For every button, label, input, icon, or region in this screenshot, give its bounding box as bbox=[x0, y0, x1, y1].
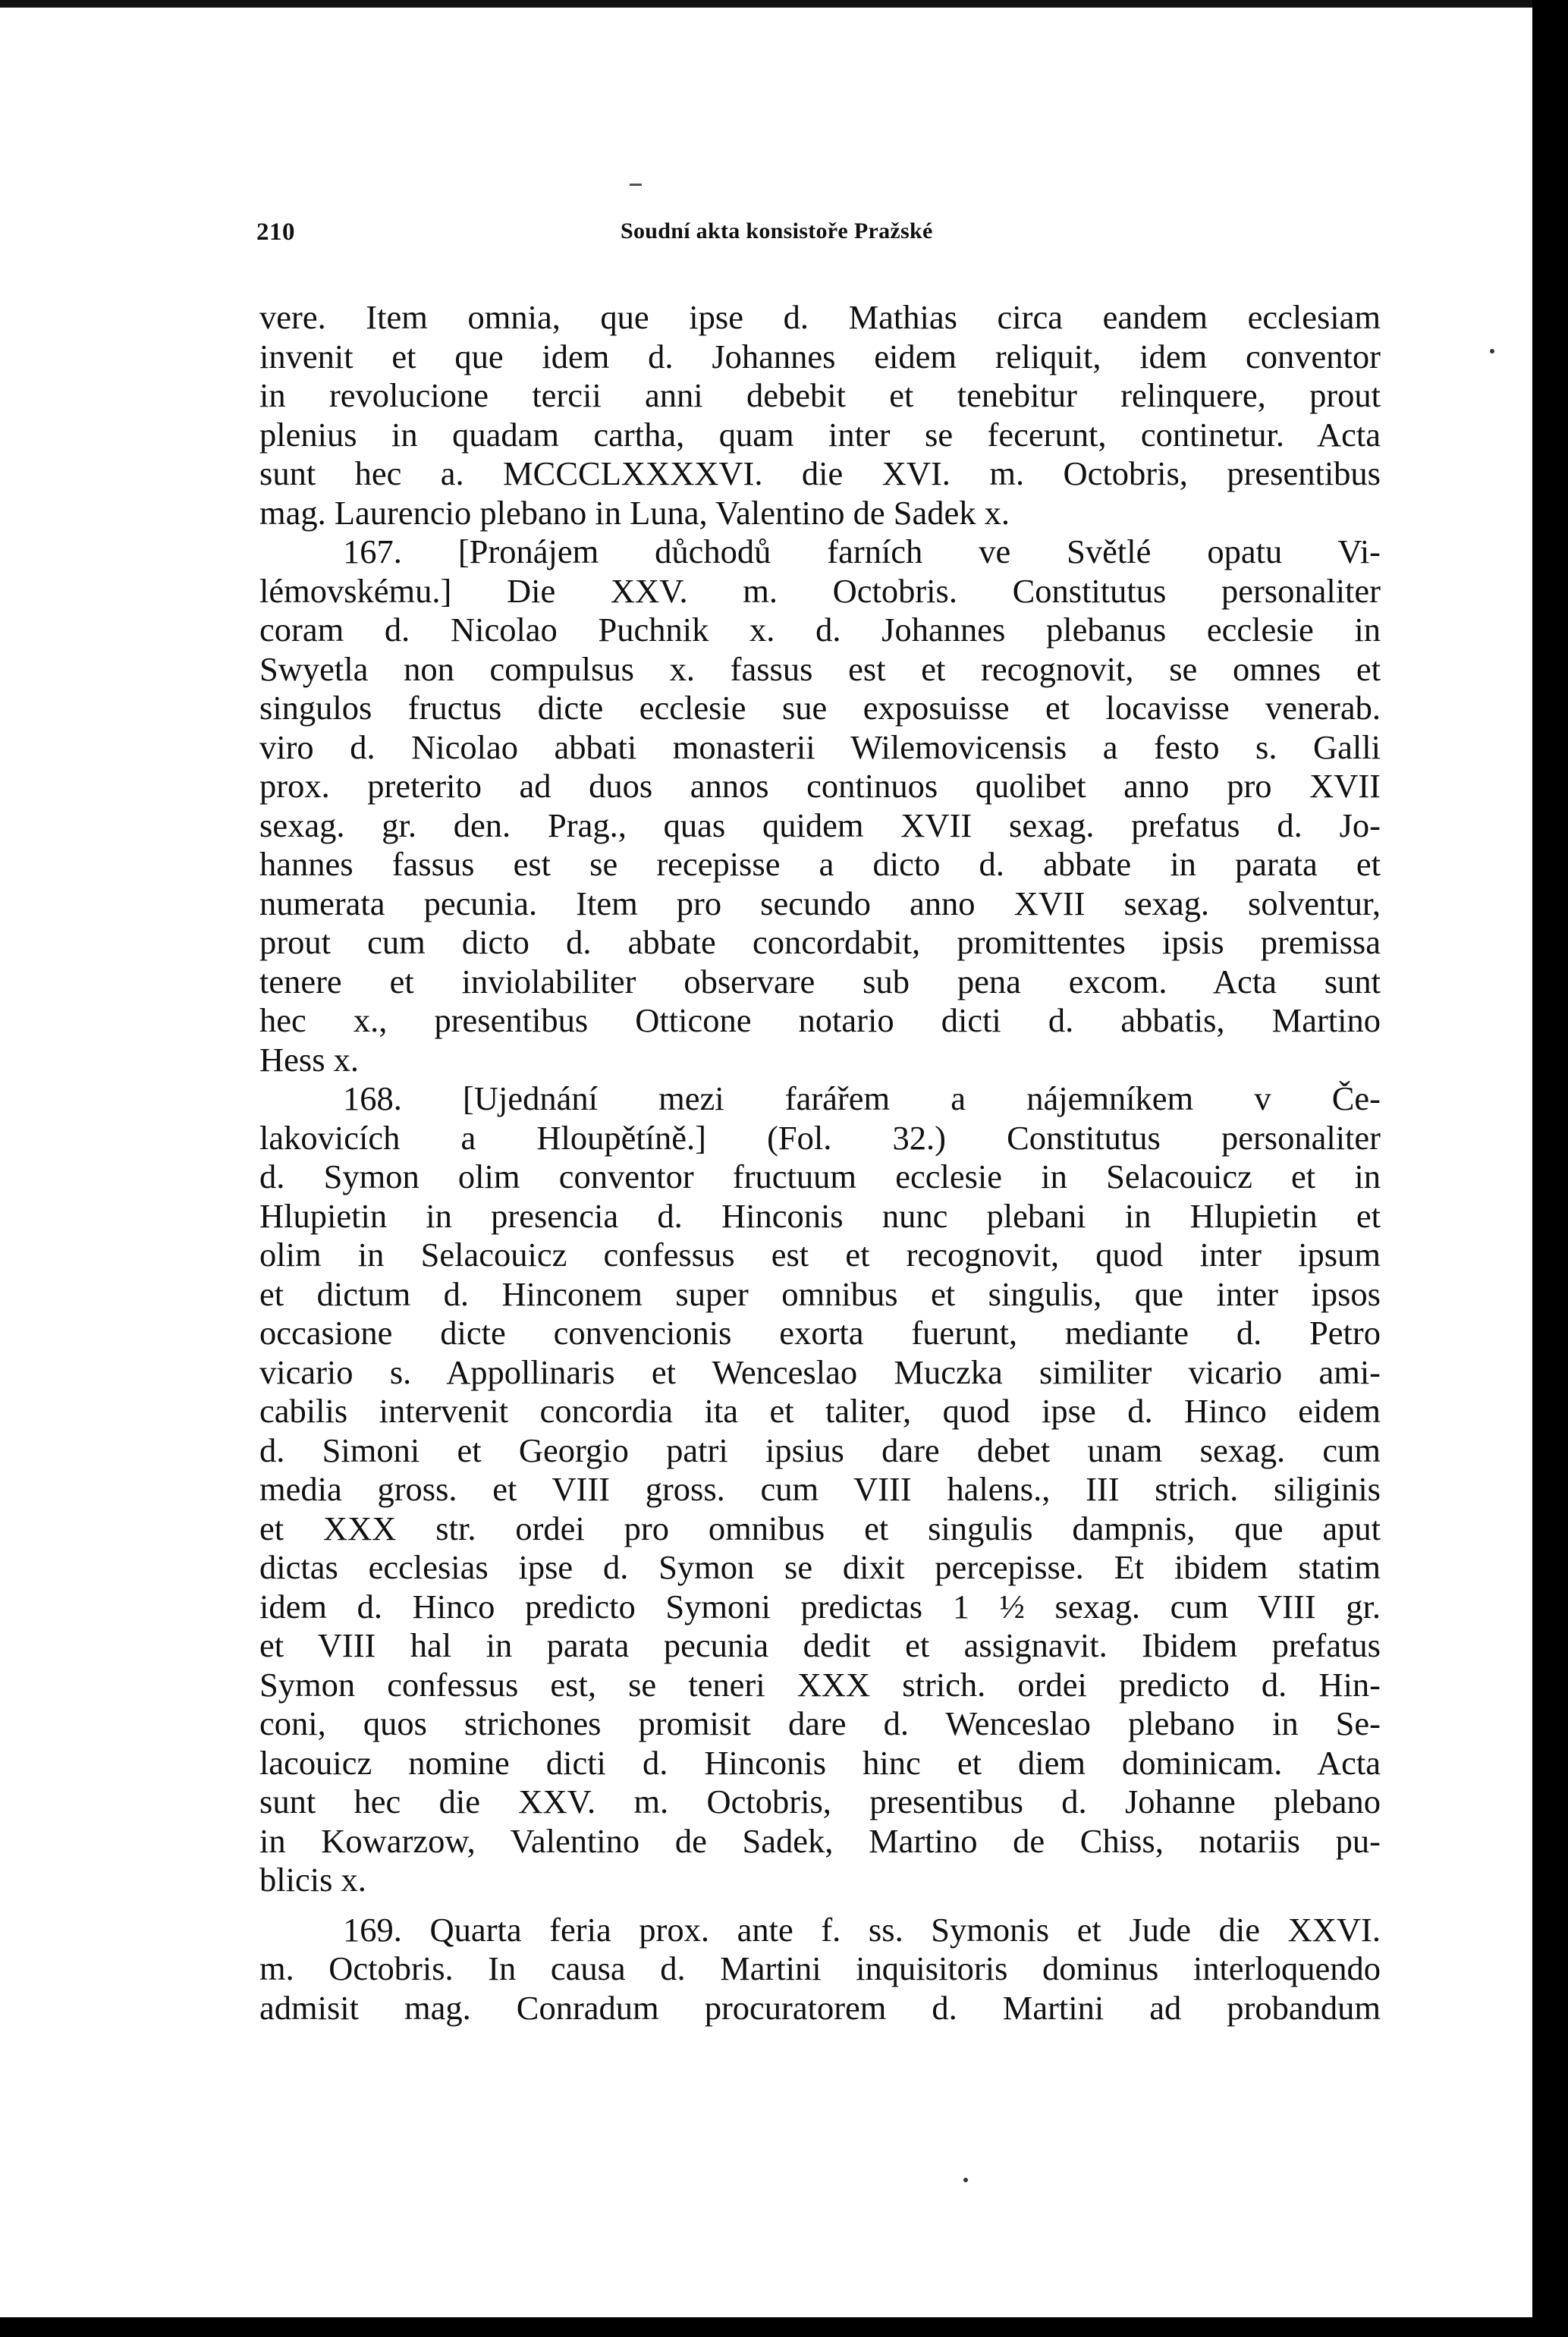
text-line: vere. Item omnia, que ipse d. Mathias circa eandem ecclesiam bbox=[259, 298, 1381, 336]
text-line: admisit mag. Conradum procuratorem d. Martini ad probandum bbox=[259, 1988, 1381, 2027]
text-line: dictas ecclesias ipse d. Symon se dixit percepisse. Et ibidem statim bbox=[259, 1548, 1381, 1586]
text-line: sunt hec a. MCCCLXXXXVI. die XVI. m. Octobris, presentibus bbox=[259, 454, 1381, 492]
entry-168-heading-line: 168. [Ujednání mezi farářem a nájemníkem v Če- bbox=[343, 1079, 1381, 1117]
paragraph-gap bbox=[259, 1900, 1381, 1911]
text-line: Symon confessus est, se teneri XXX strich. ordei predicto d. Hin- bbox=[259, 1665, 1381, 1704]
text-line: idem d. Hinco predicto Symoni predictas 1 ½ sexag. cum VIII gr. bbox=[259, 1587, 1381, 1626]
text-line: in Kowarzow, Valentino de Sadek, Martino de Chiss, notariis pu- bbox=[259, 1821, 1381, 1860]
text-line: media gross. et VIII gross. cum VIII halens., III strich. siliginis bbox=[259, 1470, 1381, 1508]
text-line: lacouicz nomine dicti d. Hinconis hinc et diem dominicam. Acta bbox=[259, 1743, 1381, 1782]
paper-speck bbox=[1490, 349, 1494, 353]
running-title: Soudní akta konsistoře Pražské bbox=[621, 218, 933, 243]
text-line: hec x., presentibus Otticone notario dicti d. abbatis, Martino bbox=[259, 1001, 1381, 1039]
text-line: plenius in quadam cartha, quam inter se fecerunt, continetur. Acta bbox=[259, 415, 1381, 454]
scan-border-right bbox=[1532, 0, 1568, 2337]
paper-speck bbox=[963, 2178, 968, 2182]
scan-border-bottom bbox=[0, 2317, 1568, 2337]
entry-167-heading-line: 167. [Pronájem důchodů farních ve Světlé opatu Vi- bbox=[343, 532, 1381, 570]
text-line: hannes fassus est se recepisse a dicto d. abbate in parata et bbox=[259, 845, 1381, 883]
text-line: d. Simoni et Georgio patri ipsius dare debet unam sexag. cum bbox=[259, 1431, 1381, 1469]
text-line: tenere et inviolabiliter observare sub pena excom. Acta sunt bbox=[259, 962, 1381, 1000]
text-line: prox. preterito ad duos annos continuos quolibet anno pro XVII bbox=[259, 767, 1381, 805]
text-line: sexag. gr. den. Prag., quas quidem XVII sexag. prefatus d. Jo- bbox=[259, 806, 1381, 844]
text-line: singulos fructus dicte ecclesie sue exposuisse et locavisse venerab. bbox=[259, 689, 1381, 727]
text-line: sunt hec die XXV. m. Octobris, presentibus d. Johanne plebano bbox=[259, 1783, 1381, 1820]
text-line: Hlupietin in presencia d. Hinconis nunc plebani in Hlupietin et bbox=[259, 1196, 1381, 1235]
page-header bbox=[256, 218, 1394, 252]
text-line: et VIII hal in parata pecunia dedit et assignavit. Ibidem prefatus bbox=[259, 1626, 1381, 1664]
text-line: vicario s. Appollinaris et Wenceslao Muczka similiter vicario ami- bbox=[259, 1352, 1381, 1391]
body-text bbox=[259, 298, 1381, 2028]
text-line: Hess x. bbox=[259, 1040, 360, 1079]
text-line: numerata pecunia. Item pro secundo anno XVII sexag. solventur, bbox=[259, 884, 1381, 922]
text-line: in revolucione tercii anni debebit et tenebitur relinquere, prout bbox=[259, 376, 1381, 414]
text-line: coram d. Nicolao Puchnik x. d. Johannes plebanus ecclesie in bbox=[259, 611, 1381, 649]
text-line: prout cum dicto d. abbate concordabit, promittentes ipsis premissa bbox=[259, 923, 1381, 961]
top-dash-mark bbox=[630, 184, 642, 186]
text-line: lémovskému.] Die XXV. m. Octobris. Constitutus personaliter bbox=[259, 571, 1381, 610]
text-line: blicis x. bbox=[259, 1861, 366, 1899]
text-line: occasione dicte convencionis exorta fuerunt, mediante d. Petro bbox=[259, 1314, 1381, 1352]
text-line: lakovicích a Hloupětíně.] (Fol. 32.) Constitutus personaliter bbox=[259, 1118, 1381, 1157]
text-line: Swyetla non compulsus x. fassus est et recognovit, se omnes et bbox=[259, 649, 1381, 688]
text-line: et dictum d. Hinconem super omnibus et singulis, que inter ipsos bbox=[259, 1274, 1381, 1313]
text-line: invenit et que idem d. Johannes eidem reliquit, idem conventor bbox=[259, 337, 1381, 375]
text-line: cabilis intervenit concordia ita et taliter, quod ipse d. Hinco eidem bbox=[259, 1392, 1381, 1430]
text-line: olim in Selacouicz confessus est et recognovit, quod inter ipsum bbox=[259, 1236, 1381, 1274]
page-number: 210 bbox=[256, 218, 295, 246]
text-line: d. Symon olim conventor fructuum ecclesie in Selacouicz et in bbox=[259, 1158, 1381, 1195]
text-line: m. Octobris. In causa d. Martini inquisitoris dominus interloquendo bbox=[259, 1949, 1381, 1987]
text-line: coni, quos strichones promisit dare d. Wenceslao plebano in Se- bbox=[259, 1704, 1381, 1742]
text-line: mag. Laurencio plebano in Luna, Valentino de Sadek x. bbox=[259, 493, 1010, 532]
text-line: et XXX str. ordei pro omnibus et singulis dampnis, que aput bbox=[259, 1509, 1381, 1547]
entry-169-heading-line: 169. Quarta feria prox. ante f. ss. Symonis et Jude die XXVI. bbox=[343, 1910, 1381, 1949]
text-line: viro d. Nicolao abbati monasterii Wilemovicensis a festo s. Galli bbox=[259, 727, 1381, 766]
